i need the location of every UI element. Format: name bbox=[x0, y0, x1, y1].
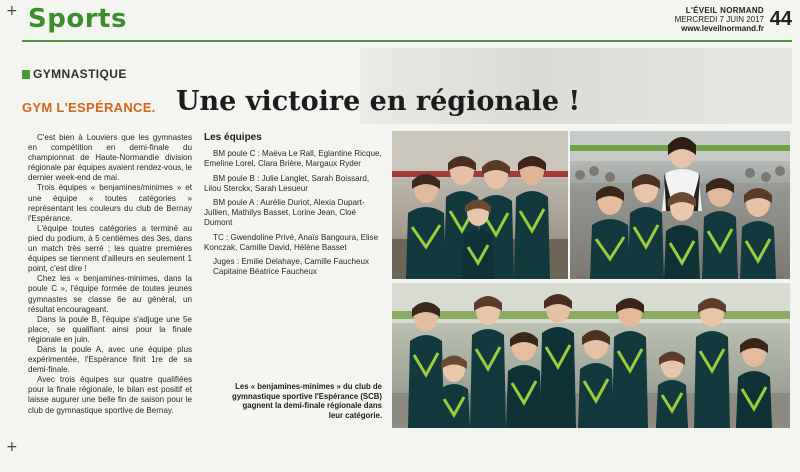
section-title: Sports bbox=[28, 4, 127, 34]
registration-mark-top: + bbox=[6, 3, 18, 19]
team-entry: Capitaine Béatrice Faucheux bbox=[213, 267, 317, 277]
article-headline: Une victoire en régionale ! bbox=[176, 86, 581, 117]
team-entry: BM poule A : Aurélie Duriot, Alexia Dupart-Jullien, Mathilys Basset, Lorine Jean, Cloé Dumont bbox=[204, 198, 365, 228]
newspaper-name: L'ÉVEIL NORMAND bbox=[685, 6, 764, 15]
teams-heading: Les équipes bbox=[204, 132, 262, 143]
teams-box bbox=[204, 133, 386, 281]
website: www.leveilnormand.fr bbox=[681, 24, 764, 33]
header-rule bbox=[22, 40, 792, 42]
page-number: 44 bbox=[769, 8, 792, 30]
body-paragraph: C'est bien à Louviers que les gymnastes en compétition en demi-finale du championnat de Haute-Normandie division régionale par équipes avaient rendez-vous, le dernier week-end de mai. bbox=[28, 133, 192, 183]
body-paragraph: Trois équipes « benjamines/minimes » et une équipe « toutes catégories » représentant les couleurs du club de Bernay l'Espérance. bbox=[28, 183, 192, 223]
body-paragraph: Dans la poule A, avec une équipe plus expérimentée, l'Espérance finit 1re de sa demi-finale. bbox=[28, 344, 192, 375]
registration-mark-bottom: + bbox=[6, 439, 18, 455]
category-marker bbox=[22, 70, 30, 79]
issue-date: MERCREDI 7 JUIN 2017 bbox=[674, 15, 764, 24]
team-entry: BM poule C : Maëva Le Rall, Eglantine Ricque, Emeline Lorel, Clara Brière, Margaux Ryder bbox=[204, 149, 382, 169]
article-category bbox=[22, 67, 127, 81]
masthead bbox=[675, 6, 764, 33]
photo-team-group-small bbox=[392, 131, 568, 279]
category-label: GYMNASTIQUE bbox=[33, 67, 127, 81]
article-kicker: GYM L'ESPÉRANCE. bbox=[22, 100, 156, 115]
body-paragraph: Avec trois équipes sur quatre qualifiées pour la finale régionale, le bilan est positif et laisse augurer une belle fin de saison pour le club de gymnastique sportive de Bernay. bbox=[28, 375, 192, 415]
team-entry: TC : Gwendoline Privé, Anaïs Bangoura, Elise Konczak, Camille David, Hélène Basset bbox=[204, 232, 379, 252]
photo-team-group-large bbox=[392, 283, 790, 428]
body-paragraph: Chez les « benjamines-minimes, dans la poule C », l'équipe formée de toutes jeunes gymnastes se classe 6e au général, un résultat encourageant. bbox=[28, 274, 192, 314]
article-body bbox=[28, 133, 192, 416]
photo-team-group-coach bbox=[570, 131, 790, 279]
team-entry: Juges : Emilie Delahaye, Camille Faucheux bbox=[213, 257, 370, 267]
team-entry: BM poule B : Julie Langlet, Sarah Boissard, Lilou Sterckx, Sarah Lesueur bbox=[204, 173, 370, 193]
photo-caption: Les « benjamines-minimes » du club de gymnastique sportive l'Espérance (SCB) gagnent la demi-finale régionale dans leur catégorie. bbox=[231, 382, 382, 420]
page-header bbox=[22, 4, 792, 44]
body-paragraph: Dans la poule B, l'équipe s'adjuge une 5e place, se qualifiant ainsi pour la finale régionale en juin. bbox=[28, 314, 192, 344]
body-paragraph: L'équipe toutes catégories a terminé au pied du podium, à 5 centièmes des 3es, dans un match très serré ; les quatre premières équipes se tiennent d'ailleurs en seulement 1 point, c'est dire ! bbox=[28, 223, 192, 274]
